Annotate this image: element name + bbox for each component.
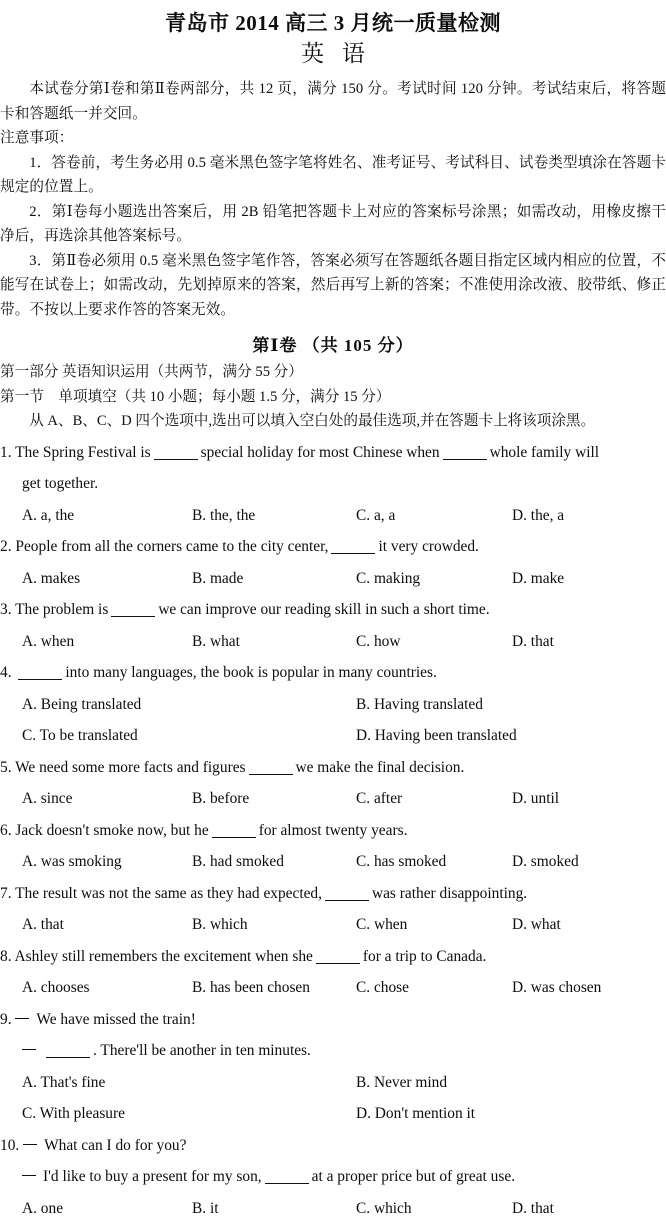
option-d[interactable]: D. was chosen (512, 972, 601, 1004)
stem-text-b: into many languages, the book is popular in many countries. (65, 664, 436, 681)
option-b[interactable]: B. Having translated (356, 689, 483, 721)
dialog-line-2: . There'll be another in ten minutes. (93, 1042, 311, 1059)
question-item (0, 531, 666, 594)
option-d[interactable]: D. that (512, 1193, 554, 1224)
answer-blank[interactable] (154, 459, 198, 460)
stem-text-a: Ashley still remembers the excitement when she (15, 948, 313, 965)
option-a[interactable]: A. chooses (22, 972, 90, 1004)
option-row (0, 626, 666, 658)
question-number: 9. (0, 1011, 12, 1028)
option-row (0, 720, 666, 752)
dialog-dash-icon (22, 1175, 36, 1176)
option-row (0, 1067, 666, 1099)
stem-text-b: for a trip to Canada. (363, 948, 487, 965)
note-item-2: 2．第Ⅰ卷每小题选出答案后，用 2B 铅笔把答题卡上对应的答案标号涂黑；如需改动，用橡皮擦干净后，再选涂其他答案标号。 (0, 200, 666, 249)
stem-text-a: The problem is (15, 601, 108, 618)
option-row (0, 563, 666, 595)
question-item (0, 878, 666, 941)
option-c[interactable]: C. after (356, 783, 402, 815)
option-c[interactable]: C. when (356, 909, 407, 941)
option-b[interactable]: B. it (192, 1193, 219, 1224)
option-b[interactable]: B. Never mind (356, 1067, 447, 1099)
option-c[interactable]: C. a, a (356, 500, 395, 532)
dialog-line-2-a: I'd like to buy a present for my son, (43, 1168, 262, 1185)
question-item (0, 657, 666, 752)
section-one-heading: 第一节 单项填空（共 10 小题；每小题 1.5 分，满分 15 分） (0, 385, 666, 410)
stem-text-b: we make the final decision. (296, 759, 465, 776)
option-row (0, 689, 666, 721)
option-d[interactable]: D. what (512, 909, 561, 941)
stem-text-a: Jack doesn't smoke now, but he (15, 822, 208, 839)
question-stem (0, 815, 666, 847)
option-a[interactable]: A. That's fine (22, 1067, 105, 1099)
option-a[interactable]: A. one (22, 1193, 63, 1224)
question-number: 1. (0, 444, 12, 461)
option-b[interactable]: B. what (192, 626, 240, 658)
question-stem (0, 657, 666, 689)
option-a[interactable]: A. since (22, 783, 72, 815)
stem-text-a: The Spring Festival is (15, 444, 151, 461)
question-number: 2. (0, 538, 12, 555)
question-number: 8. (0, 948, 12, 965)
answer-blank[interactable] (331, 553, 375, 554)
answer-blank[interactable] (265, 1183, 309, 1184)
question-number: 5. (0, 759, 12, 776)
dialog-dash-icon (15, 1018, 29, 1019)
option-c[interactable]: C. making (356, 563, 420, 595)
dialog-dash-icon (23, 1144, 37, 1145)
question-list (0, 437, 666, 1224)
question-stem-continued: get together. (0, 468, 666, 500)
question-stem (0, 531, 666, 563)
question-number: 6. (0, 822, 12, 839)
question-item (0, 1130, 666, 1224)
option-row (0, 783, 666, 815)
option-a[interactable]: A. makes (22, 563, 80, 595)
answer-blank[interactable] (212, 837, 256, 838)
option-b[interactable]: B. had smoked (192, 846, 284, 878)
question-number: 4. (0, 664, 12, 681)
stem-text-c: whole family will (490, 444, 599, 461)
question-stem (0, 1130, 666, 1162)
stem-text-b: it very crowded. (378, 538, 478, 555)
option-d[interactable]: D. Having been translated (356, 720, 517, 752)
option-a[interactable]: A. Being translated (22, 689, 141, 721)
question-item (0, 437, 666, 532)
option-row (0, 972, 666, 1004)
stem-text-b: for almost twenty years. (259, 822, 408, 839)
answer-blank[interactable] (249, 774, 293, 775)
question-item (0, 752, 666, 815)
option-a[interactable]: A. that (22, 909, 64, 941)
stem-text-b: was rather disappointing. (372, 885, 527, 902)
question-number: 3. (0, 601, 12, 618)
question-number: 7. (0, 885, 12, 902)
stem-text-b: special holiday for most Chinese when (201, 444, 440, 461)
option-b[interactable]: B. the, the (192, 500, 255, 532)
question-stem (0, 878, 666, 910)
question-stem (0, 1004, 666, 1036)
option-row (0, 1098, 666, 1130)
option-d[interactable]: D. the, a (512, 500, 564, 532)
answer-blank[interactable] (316, 963, 360, 964)
option-a[interactable]: A. when (22, 626, 74, 658)
stem-text-a: We need some more facts and figures (15, 759, 245, 776)
answer-blank[interactable] (18, 679, 62, 680)
answer-blank[interactable] (46, 1057, 90, 1058)
option-a[interactable]: A. was smoking (22, 846, 122, 878)
question-stem-continued (0, 1161, 666, 1193)
option-d[interactable]: D. until (512, 783, 559, 815)
option-c[interactable]: C. With pleasure (22, 1098, 125, 1130)
option-c[interactable]: C. how (356, 626, 400, 658)
notes-label: 注意事项： (0, 126, 666, 151)
question-stem (0, 594, 666, 626)
exam-paper-page (0, 10, 666, 1125)
note-item-1: 1．答卷前，考生务必用 0.5 毫米黑色签字笔将姓名、准考证号、考试科目、试卷类型填涂在答题卡规定的位置上。 (0, 151, 666, 200)
dialog-line-2-b: at a proper price but of great use. (312, 1168, 515, 1185)
part-one-heading: 第一部分 英语知识运用（共两节，满分 55 分） (0, 360, 666, 385)
dialog-dash-icon (22, 1049, 36, 1050)
option-b[interactable]: B. made (192, 563, 243, 595)
stem-text-a: People from all the corners came to the city center, (15, 538, 328, 555)
answer-blank[interactable] (111, 616, 155, 617)
page-subtitle: 英 语 (0, 40, 666, 68)
option-c[interactable]: C. has smoked (356, 846, 446, 878)
option-c[interactable]: C. To be translated (22, 720, 138, 752)
note-item-3: 3．第Ⅱ卷必须用 0.5 毫米黑色签字笔作答，答案必须写在答题纸各题目指定区域内相应的位置，不能写在试卷上；如需改动，先划掉原来的答案，然后再写上新的答案；不准使用涂改液、胶带纸、修正带。不按以上要求作答的答案无效。 (0, 249, 666, 323)
option-d[interactable]: D. Don't mention it (356, 1098, 475, 1130)
page-title: 青岛市 2014 高三 3 月统一质量检测 (0, 10, 666, 36)
option-c[interactable]: C. which (356, 1193, 412, 1224)
question-item (0, 941, 666, 1004)
option-row (0, 909, 666, 941)
option-a[interactable]: A. a, the (22, 500, 74, 532)
dialog-line-1: What can I do for you? (44, 1137, 186, 1154)
option-d[interactable]: D. that (512, 626, 554, 658)
option-row (0, 500, 666, 532)
paper-one-title: 第Ⅰ卷 （共 105 分） (0, 334, 666, 358)
option-d[interactable]: D. smoked (512, 846, 579, 878)
option-c[interactable]: C. chose (356, 972, 409, 1004)
stem-text-a: The result was not the same as they had expected, (15, 885, 322, 902)
question-stem-continued (0, 1035, 666, 1067)
answer-blank[interactable] (325, 900, 369, 901)
dialog-line-1: We have missed the train! (36, 1011, 195, 1028)
stem-text-b: we can improve our reading skill in such a short time. (158, 601, 489, 618)
intro-block (0, 77, 666, 322)
question-item (0, 594, 666, 657)
option-d[interactable]: D. make (512, 563, 564, 595)
question-number: 10. (0, 1137, 19, 1154)
question-stem (0, 437, 666, 469)
option-b[interactable]: B. has been chosen (192, 972, 310, 1004)
question-item (0, 815, 666, 878)
question-stem (0, 752, 666, 784)
question-item (0, 1004, 666, 1130)
option-row (0, 846, 666, 878)
option-b[interactable]: B. which (192, 909, 248, 941)
intro-paragraph: 本试卷分第Ⅰ卷和第Ⅱ卷两部分，共 12 页，满分 150 分。考试时间 120 分钟。考试结束后，将答题卡和答题纸一并交回。 (0, 77, 666, 126)
answer-blank[interactable] (443, 459, 487, 460)
option-b[interactable]: B. before (192, 783, 249, 815)
question-stem (0, 941, 666, 973)
section-one-direction: 从 A、B、C、D 四个选项中,选出可以填入空白处的最佳选项,并在答题卡上将该项涂黑。 (0, 409, 666, 434)
option-row (0, 1193, 666, 1224)
